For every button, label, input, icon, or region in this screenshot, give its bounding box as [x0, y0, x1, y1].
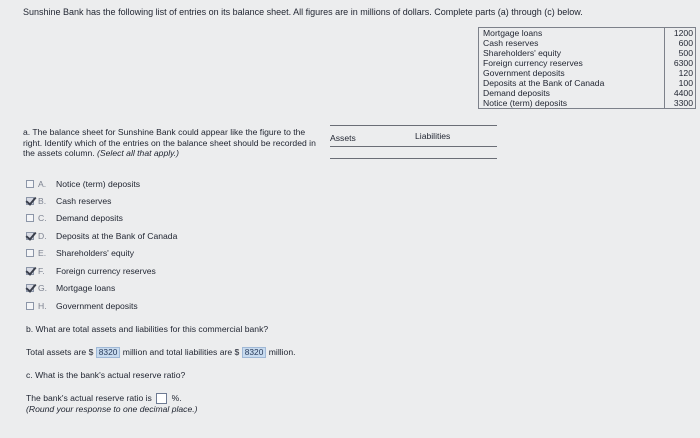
- total-assets-prefix: Total assets are $: [26, 347, 94, 357]
- option-text: Shareholders' equity: [56, 248, 135, 258]
- entry-row: [479, 48, 647, 58]
- balance-sheet-top-line: [330, 125, 497, 126]
- reserve-ratio-suffix: %.: [171, 393, 182, 403]
- part-c-note: (Round your response to one decimal place.): [26, 404, 198, 414]
- option-d[interactable]: [26, 229, 177, 243]
- liabilities-column-header: Liabilities: [415, 131, 451, 141]
- option-text: Cash reserves: [56, 196, 112, 206]
- option-e[interactable]: [26, 246, 134, 260]
- total-liabilities-input[interactable]: 8320: [242, 347, 267, 358]
- total-liabilities-prefix: million and total liabilities are $: [122, 347, 240, 357]
- balance-entries-table: [478, 27, 696, 109]
- option-letter: E.: [38, 248, 47, 258]
- part-a-question: [23, 127, 318, 159]
- part-c-answer: [26, 393, 182, 404]
- entry-row: [479, 78, 647, 88]
- checkbox[interactable]: [26, 302, 34, 310]
- option-text: Notice (term) deposits: [56, 179, 141, 189]
- option-b[interactable]: [26, 194, 111, 208]
- part-a-text: a. The balance sheet for Sunshine Bank could appear like the figure to the right. Identify which of the entries on the balance sheet should be recorded in the assets column.: [23, 127, 316, 158]
- checkbox-checked[interactable]: [26, 267, 34, 275]
- option-a[interactable]: [26, 177, 140, 191]
- option-text: Deposits at the Bank of Canada: [56, 231, 178, 241]
- option-letter: C.: [38, 213, 47, 223]
- checkbox-checked[interactable]: [26, 284, 34, 292]
- option-letter: F.: [38, 266, 45, 276]
- entry-value: 600: [678, 38, 693, 48]
- checkbox[interactable]: [26, 249, 34, 257]
- option-text: Government deposits: [56, 301, 138, 311]
- entry-row: [479, 68, 647, 78]
- entry-value: 3300: [673, 98, 693, 108]
- entry-value: 6300: [673, 58, 693, 68]
- reserve-ratio-input[interactable]: [156, 393, 167, 404]
- balance-sheet-line: [330, 146, 497, 147]
- entry-value: 4400: [673, 88, 693, 98]
- entry-value: 120: [678, 68, 693, 78]
- entry-name: Shareholders' equity: [483, 48, 562, 58]
- entry-name: Foreign currency reserves: [483, 58, 583, 68]
- checkbox[interactable]: [26, 214, 34, 222]
- entry-value: 1200: [673, 28, 693, 38]
- part-a-instruction: (Select all that apply.): [97, 148, 180, 158]
- balance-sheet-line: [330, 158, 497, 159]
- checkbox-checked[interactable]: [26, 232, 34, 240]
- option-letter: H.: [38, 301, 47, 311]
- option-text: Mortgage loans: [56, 283, 116, 293]
- part-c-question: c. What is the bank's actual reserve ratio?: [26, 370, 186, 380]
- entries-values: [664, 28, 695, 108]
- option-letter: G.: [38, 283, 48, 293]
- entry-value: 500: [678, 48, 693, 58]
- option-letter: A.: [38, 179, 47, 189]
- option-text: Foreign currency reserves: [56, 266, 156, 276]
- option-c[interactable]: [26, 211, 123, 225]
- entry-row: [479, 98, 647, 108]
- option-letter: B.: [38, 196, 47, 206]
- problem-intro: Sunshine Bank has the following list of entries on its balance sheet. All figures are in millions of dollars. Complete parts (a) through (c) below.: [23, 7, 583, 17]
- total-assets-input[interactable]: 8320: [96, 347, 121, 358]
- entry-name: Notice (term) deposits: [483, 98, 568, 108]
- option-text: Demand deposits: [56, 213, 123, 223]
- entries-names: [479, 28, 647, 108]
- entry-name: Deposits at the Bank of Canada: [483, 78, 605, 88]
- option-h[interactable]: [26, 299, 138, 313]
- entry-row: [479, 28, 647, 38]
- reserve-ratio-prefix: The bank's actual reserve ratio is: [26, 393, 152, 403]
- option-letter: D.: [38, 231, 47, 241]
- entry-row: [479, 38, 647, 48]
- option-g[interactable]: [26, 281, 115, 295]
- entry-value: 100: [678, 78, 693, 88]
- entry-name: Demand deposits: [483, 88, 550, 98]
- entry-row: [479, 88, 647, 98]
- entry-name: Mortgage loans: [483, 28, 543, 38]
- entry-row: [479, 58, 647, 68]
- checkbox-checked[interactable]: [26, 197, 34, 205]
- entry-name: Cash reserves: [483, 38, 539, 48]
- option-f[interactable]: [26, 264, 156, 278]
- checkbox[interactable]: [26, 180, 34, 188]
- part-b-suffix: million.: [268, 347, 296, 357]
- entry-name: Government deposits: [483, 68, 565, 78]
- part-b-answer: [26, 347, 296, 358]
- assets-column-header: Assets: [330, 133, 356, 143]
- part-b-question: b. What are total assets and liabilities for this commercial bank?: [26, 324, 269, 334]
